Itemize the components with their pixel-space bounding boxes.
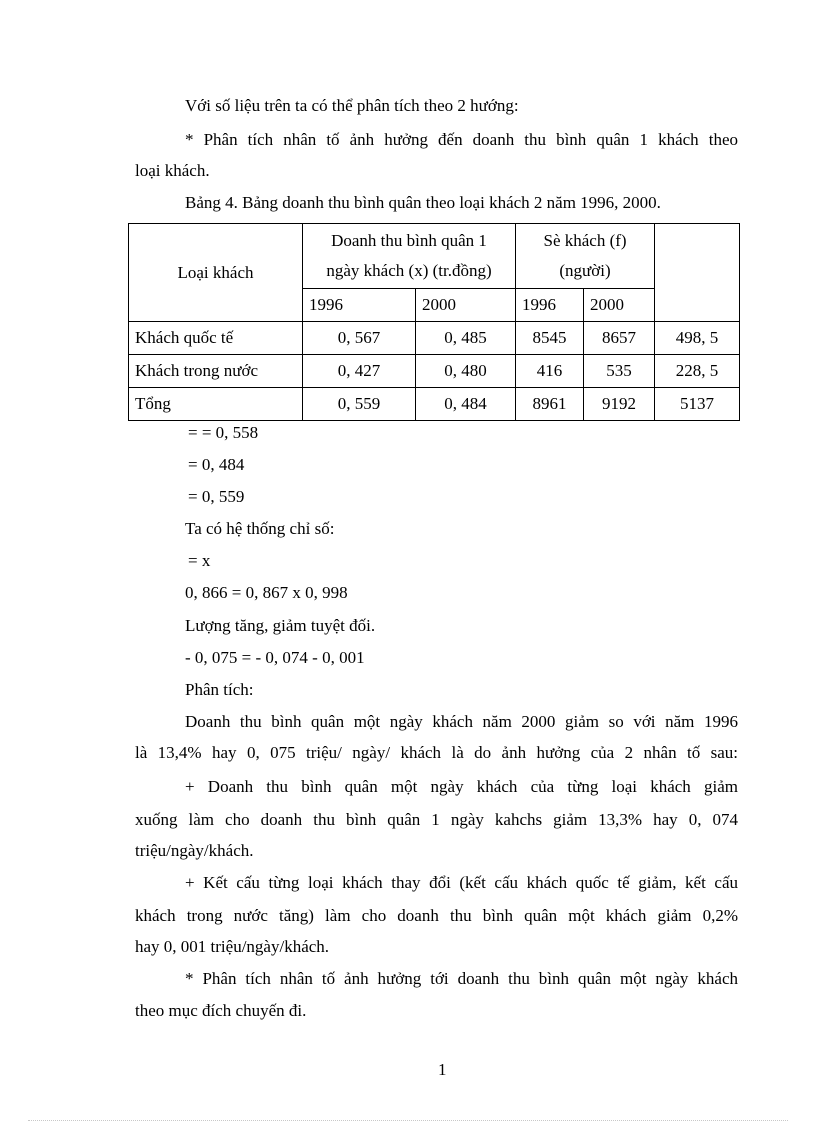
cell-extra: 498, 5 — [655, 322, 740, 355]
analysis-p2-line-3: triệu/ngày/khách. — [135, 841, 254, 860]
page-number: 1 — [438, 1060, 447, 1079]
intro-line-2: * Phân tích nhân tố ảnh hưởng đến doanh thu bình quân 1 khách theo — [185, 130, 738, 149]
header-so-khach: Sè khách (f) (người) — [516, 224, 655, 289]
analysis-p1-line-1: Doanh thu bình quân một ngày khách năm 2000 giảm so với năm 1996 — [185, 712, 738, 731]
cell-x1996: 0, 567 — [303, 322, 416, 355]
cell-extra: 228, 5 — [655, 355, 740, 388]
cell-f2000: 9192 — [584, 388, 655, 421]
cell-f1996: 8545 — [516, 322, 584, 355]
year-cell: 2000 — [416, 289, 516, 322]
intro-line-3: loại khách. — [135, 161, 210, 180]
analysis-p3-line-2: khách trong nước tăng) làm cho doanh thu bình quân một khách giảm 0,2% — [135, 906, 738, 925]
index-system-equation: = x — [188, 551, 211, 570]
analysis-title: Phân tích: — [185, 680, 254, 699]
index-system-title: Ta có hệ thống chỉ số: — [185, 519, 335, 538]
cell-f2000: 535 — [584, 355, 655, 388]
page-bottom-divider — [28, 1120, 788, 1121]
cell-x2000: 0, 485 — [416, 322, 516, 355]
header-doanh-thu: Doanh thu bình quân 1 ngày khách (x) (tr.đồng) — [303, 224, 516, 289]
cell-f1996: 416 — [516, 355, 584, 388]
header-extra — [655, 224, 740, 322]
cell-x2000: 0, 480 — [416, 355, 516, 388]
intro-line-1: Với số liệu trên ta có thể phân tích theo 2 hướng: — [185, 96, 519, 115]
cell-extra: 5137 — [655, 388, 740, 421]
row-label: Khách trong nước — [129, 355, 303, 388]
analysis-p4-line-2: theo mục đích chuyến đi. — [135, 1001, 307, 1020]
row-label: Tổng — [129, 388, 303, 421]
table-row — [129, 322, 740, 355]
header-loai-khach: Loại khách — [129, 224, 303, 322]
analysis-p3-line-3: hay 0, 001 triệu/ngày/khách. — [135, 937, 330, 956]
formula-line-1: = = 0, 558 — [188, 423, 259, 442]
year-cell: 1996 — [516, 289, 584, 322]
cell-x1996: 0, 559 — [303, 388, 416, 421]
analysis-p2-line-2: xuống làm cho doanh thu bình quân 1 ngày kahchs giảm 13,3% hay 0, 074 — [135, 810, 738, 829]
table-caption: Bảng 4. Bảng doanh thu bình quân theo loại khách 2 năm 1996, 2000. — [185, 193, 661, 212]
cell-f1996: 8961 — [516, 388, 584, 421]
cell-x1996: 0, 427 — [303, 355, 416, 388]
year-cell: 2000 — [584, 289, 655, 322]
table-row — [129, 388, 740, 421]
table-row — [129, 355, 740, 388]
absolute-change-title: Lượng tăng, giảm tuyệt đối. — [185, 616, 376, 635]
cell-f2000: 8657 — [584, 322, 655, 355]
analysis-p4-line-1: * Phân tích nhân tố ảnh hưởng tới doanh thu bình quân một ngày khách — [185, 969, 738, 988]
analysis-p2-line-1: + Doanh thu bình quân một ngày khách của từng loại khách giảm — [185, 777, 738, 796]
analysis-p1-line-2: là 13,4% hay 0, 075 triệu/ ngày/ khách là do ảnh hưởng của 2 nhân tố sau: — [135, 743, 738, 762]
absolute-change-values: - 0, 075 = - 0, 074 - 0, 001 — [185, 648, 365, 667]
row-label: Khách quốc tế — [129, 322, 303, 355]
revenue-table — [128, 223, 740, 421]
cell-x2000: 0, 484 — [416, 388, 516, 421]
analysis-p3-line-1: + Kết cấu từng loại khách thay đổi (kết cấu khách quốc tế giảm, kết cấu — [185, 873, 738, 892]
formula-line-3: = 0, 559 — [188, 487, 245, 506]
formula-line-2: = 0, 484 — [188, 455, 245, 474]
year-cell: 1996 — [303, 289, 416, 322]
index-system-values: 0, 866 = 0, 867 x 0, 998 — [185, 583, 348, 602]
